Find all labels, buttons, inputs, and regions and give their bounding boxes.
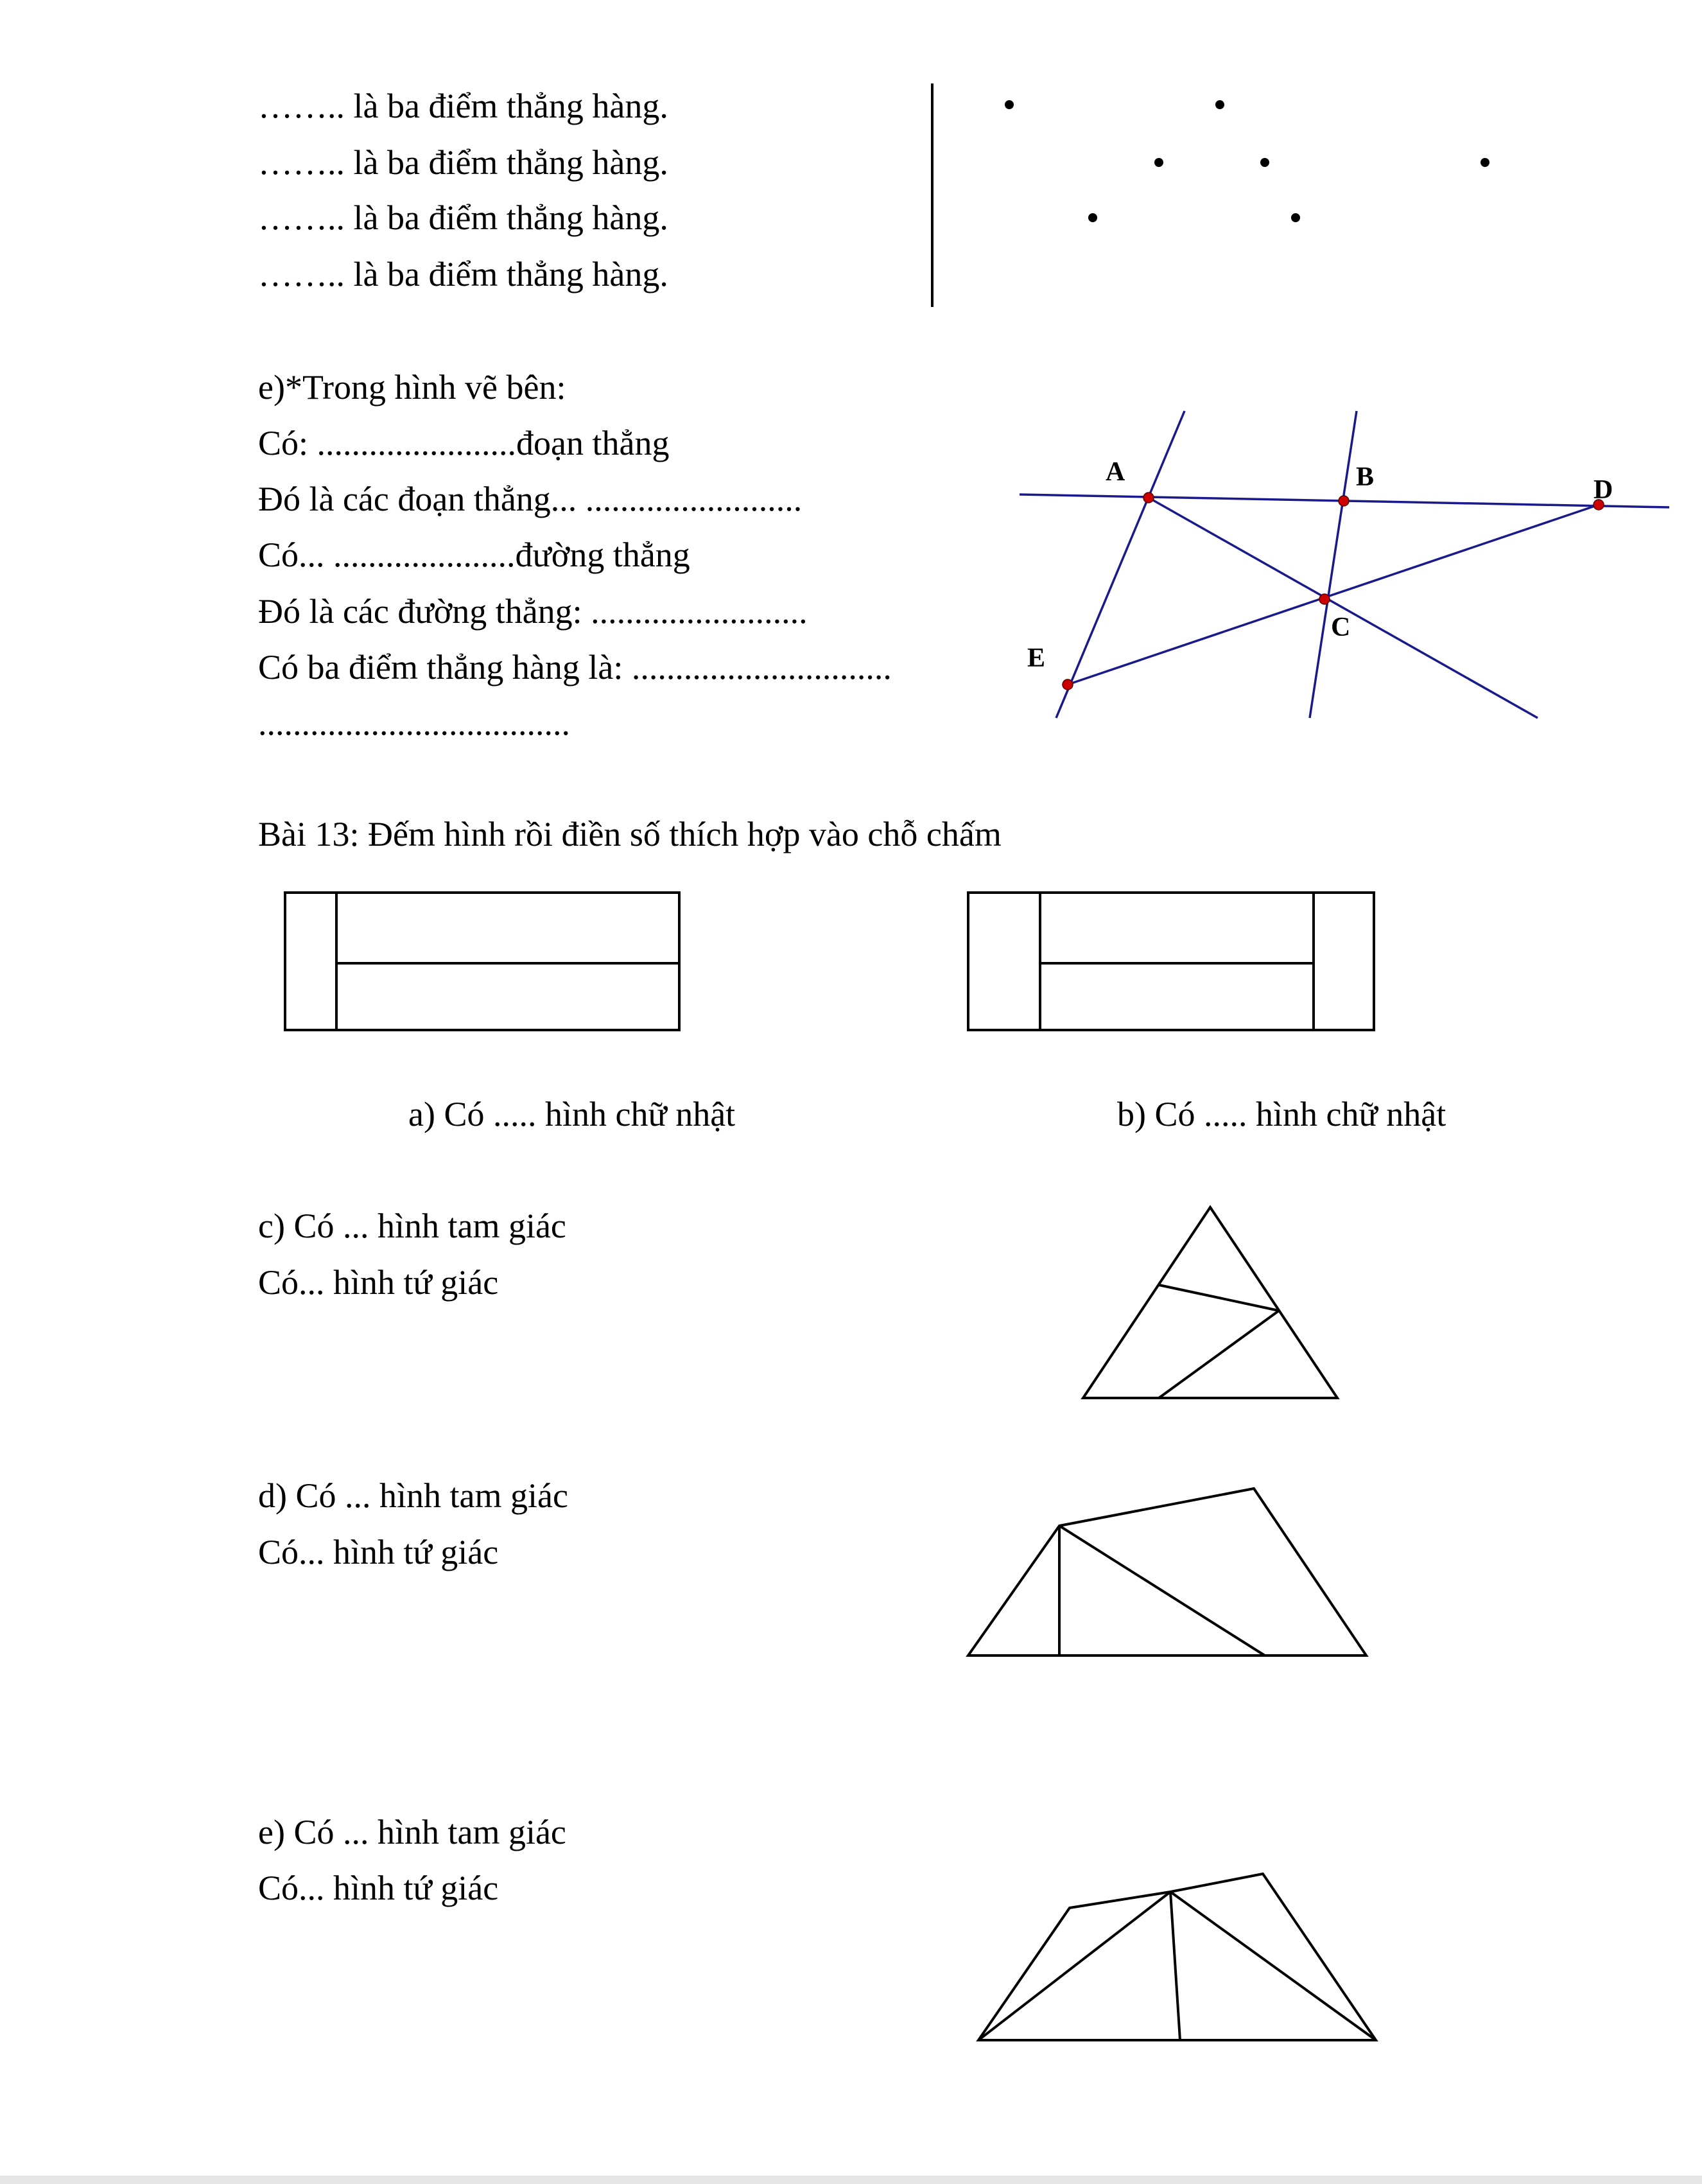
part-e-line-3: Có... .....................đường thẳng xyxy=(258,536,690,574)
caption-a: a) Có ..... hình chữ nhật xyxy=(408,1095,736,1133)
trap-e-seg3 xyxy=(1170,1892,1376,2040)
label-d: D xyxy=(1593,475,1613,505)
e-triangles: e) Có ... hình tam giác xyxy=(258,1813,566,1851)
e-quads: Có... hình tứ giác xyxy=(258,1869,499,1907)
d-quads: Có... hình tứ giác xyxy=(258,1533,499,1571)
collinear-line-4: …….. là ba điểm thẳng hàng. xyxy=(258,255,668,293)
d-triangles: d) Có ... hình tam giác xyxy=(258,1476,568,1515)
part-e-line-1: Có: .......................đoạn thẳng xyxy=(258,424,670,462)
label-c: C xyxy=(1331,613,1351,642)
bai13-title: Bài 13: Đếm hình rồi điền số thích hợp vào chỗ chấm xyxy=(258,815,1002,853)
label-e: E xyxy=(1027,643,1046,673)
collinear-line-3: …….. là ba điểm thẳng hàng. xyxy=(258,198,668,237)
page-bottom-edge xyxy=(0,2176,1702,2184)
part-e-line-4: Đó là các đường thẳng: ......................... xyxy=(258,592,808,631)
caption-b: b) Có ..... hình chữ nhật xyxy=(1117,1095,1446,1133)
trap-e-seg2 xyxy=(1170,1892,1180,2040)
part-e-line-2: Đó là các đoạn thẳng... ......................... xyxy=(258,480,803,518)
c-quads: Có... hình tứ giác xyxy=(258,1263,499,1302)
label-a: A xyxy=(1106,457,1125,487)
part-e-line-6: .................................... xyxy=(258,704,570,742)
trap-e-seg1 xyxy=(978,1892,1170,2040)
collinear-line-1: …….. là ba điểm thẳng hàng. xyxy=(258,87,668,125)
part-e-heading: e)*Trong hình vẽ bên: xyxy=(258,368,566,406)
part-e-line-5: Có ba điểm thẳng hàng là: .............................. xyxy=(258,648,892,686)
label-b: B xyxy=(1356,462,1375,492)
collinear-line-2: …….. là ba điểm thẳng hàng. xyxy=(258,143,668,182)
c-triangles: c) Có ... hình tam giác xyxy=(258,1207,566,1245)
